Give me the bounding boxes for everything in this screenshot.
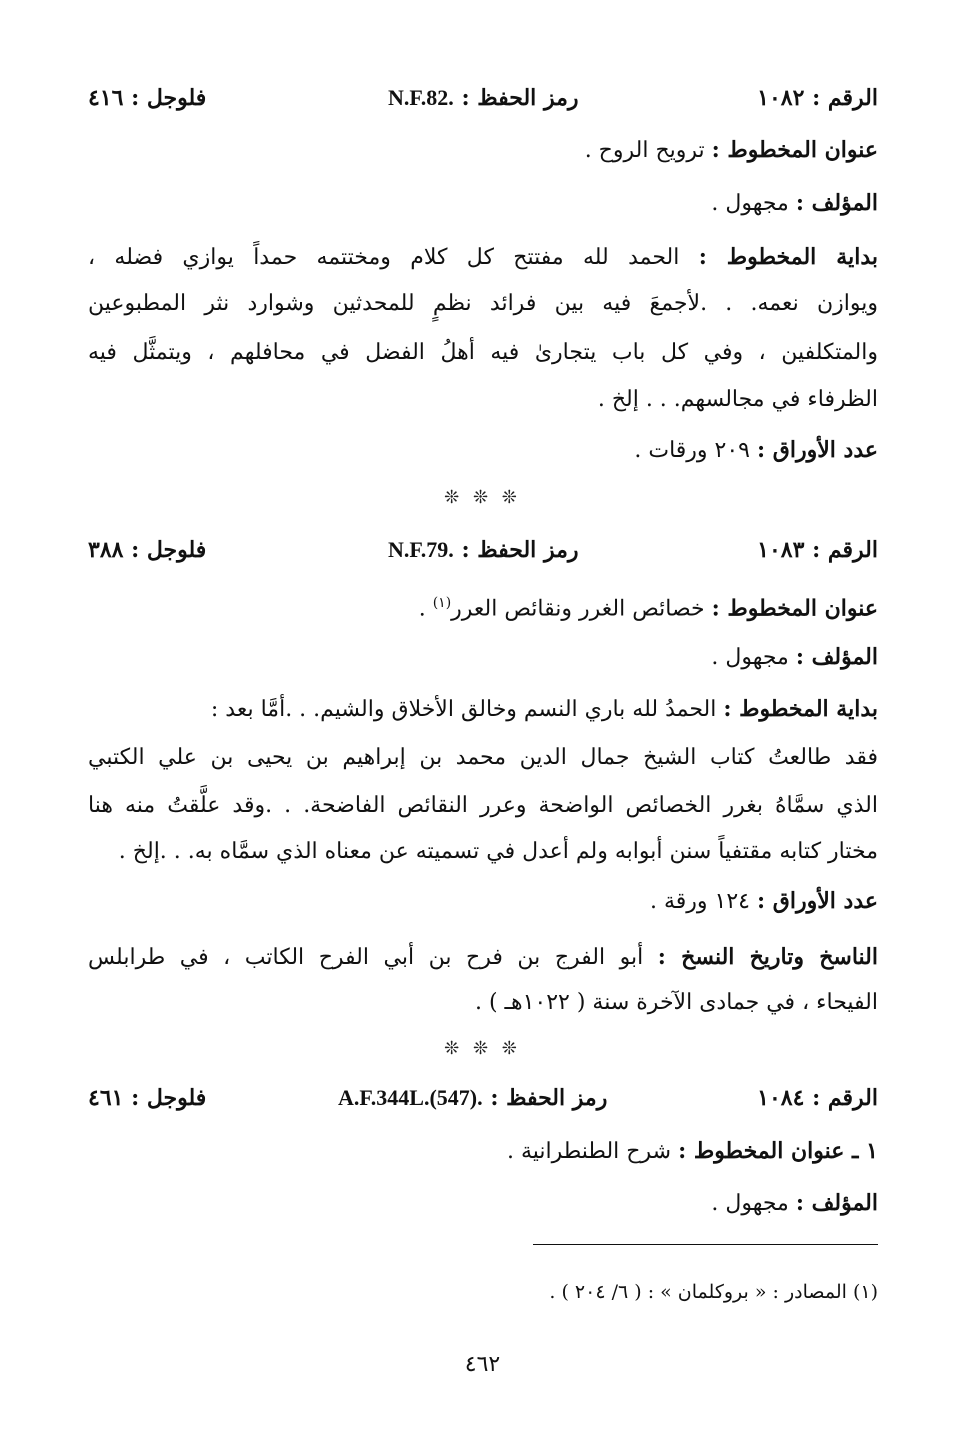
incipit-label: بداية المخطوط : [698, 244, 878, 270]
shelfmark-label: رمز الحفظ : [461, 537, 579, 563]
author-line [88, 1183, 878, 1224]
title-label: عنوان المخطوط : [711, 137, 878, 163]
footnote-divider [533, 1244, 878, 1245]
shelfmark [388, 530, 579, 570]
separator: ❊ ❊ ❊ [444, 1038, 521, 1059]
folios-line [88, 430, 878, 471]
author-value: مجهول . [711, 191, 789, 216]
title-value: ترويح الروح . [584, 138, 705, 163]
folios-value: ١٢٤ ورقة . [650, 889, 750, 914]
author-line [88, 183, 878, 224]
footnote: (١) المصادر : « بروكلمان » : ( ٦/ ٢٠٤ ) . [549, 1281, 878, 1303]
separator: ❊ ❊ ❊ [444, 487, 521, 508]
title-value: خصائص الغرر ونقائص العرر [451, 596, 705, 622]
author-value: مجهول . [711, 645, 789, 670]
entry-number: الرقم : ١٠٨٤ [757, 1085, 878, 1111]
entry-number: الرقم : ١٠٨٣ [757, 537, 878, 563]
author-label: المؤلف : [795, 190, 878, 216]
incipit-line [88, 237, 878, 278]
title-end: . [418, 596, 426, 622]
title-value: شرح الطنطرانية . [506, 1139, 672, 1164]
shelfmark [338, 1078, 607, 1118]
folios-line [88, 881, 878, 922]
folios-value: ٢٠٩ ورقات . [634, 438, 750, 463]
footnote-marker: (١) [432, 595, 452, 611]
folios-label: عدد الأوراق : [757, 437, 878, 463]
shelfmark-value: A.F.344L.(547). [338, 1085, 483, 1110]
shelfmark-value: N.F.82. [388, 85, 454, 110]
shelfmark-value: N.F.79. [388, 537, 454, 562]
incipit-line: الذي سمَّاهُ بغرر الخصائص الواضحة وعرر النقائص الفاضحة. . .وقد علَّقتُ منه هنا [88, 793, 878, 818]
page-number: ٤٦٢ [464, 1352, 501, 1377]
title-line [88, 583, 878, 629]
shelfmark [388, 78, 579, 118]
incipit-line [88, 689, 878, 730]
incipit-line: فقد طالعتُ كتاب الشيخ جمال الدين محمد بن إبراهيم بن يحيى بن علي الكتبي [88, 745, 878, 770]
title-label: ١ ـ عنوان المخطوط : [678, 1138, 878, 1164]
title-line [88, 130, 878, 171]
incipit-line: مختار كتابه مقتفياً سنن أبوابه ولم أعدل في تسميته عن معناه الذي سمَّاه به. . .إلخ . [118, 839, 878, 864]
author-label: المؤلف : [795, 644, 878, 670]
incipit-line: ويوازن نعمه. . .لأجمعَ فيه بين فرائد نظمٍ للمحدثين وشوارد نثر المطبوعين [88, 291, 878, 316]
entry-number: الرقم : ١٠٨٢ [757, 85, 878, 111]
copyist-text: أبو الفرج بن فرح بن أبي الفرح الكاتب ، في طرابلس [88, 945, 644, 970]
shelfmark-label: رمز الحفظ : [461, 85, 579, 111]
flugel-number: فلوجل : ٤٦١ [88, 1085, 207, 1111]
flugel-number: فلوجل : ٣٨٨ [88, 537, 207, 563]
copyist-line: الفيحاء ، في جمادى الآخرة سنة ( ١٠٢٢هـ ) . [474, 990, 878, 1015]
author-label: المؤلف : [795, 1190, 878, 1216]
copyist-label: الناسخ وتاريخ النسخ : [657, 944, 878, 970]
folios-label: عدد الأوراق : [757, 888, 878, 914]
copyist-line [88, 937, 878, 978]
incipit-text: الحمد لله مفتتح كل كلام ومختتمه حمداً يوازي فضله ، [88, 245, 680, 270]
shelfmark-label: رمز الحفظ : [490, 1085, 608, 1111]
title-label: عنوان المخطوط : [711, 595, 878, 622]
entry-header [88, 530, 878, 570]
incipit-text: الحمدُ لله باري النسم وخالق الأخلاق والشيم. . .أمَّا بعد : [210, 697, 717, 722]
entry-header [88, 1078, 878, 1118]
author-line [88, 637, 878, 678]
incipit-line: الظرفاء في مجالسهم. . . إلخ . [597, 387, 878, 412]
entry-header [88, 78, 878, 118]
title-line [88, 1131, 878, 1172]
incipit-label: بداية المخطوط : [723, 696, 878, 722]
incipit-line: والمتكلفين ، وفي كل باب يتجارىٰ فيه أهلُ الفضل في محافلهم ، ويتمثَّل فيه [88, 340, 878, 365]
author-value: مجهول . [711, 1191, 789, 1216]
flugel-number: فلوجل : ٤١٦ [88, 85, 207, 111]
